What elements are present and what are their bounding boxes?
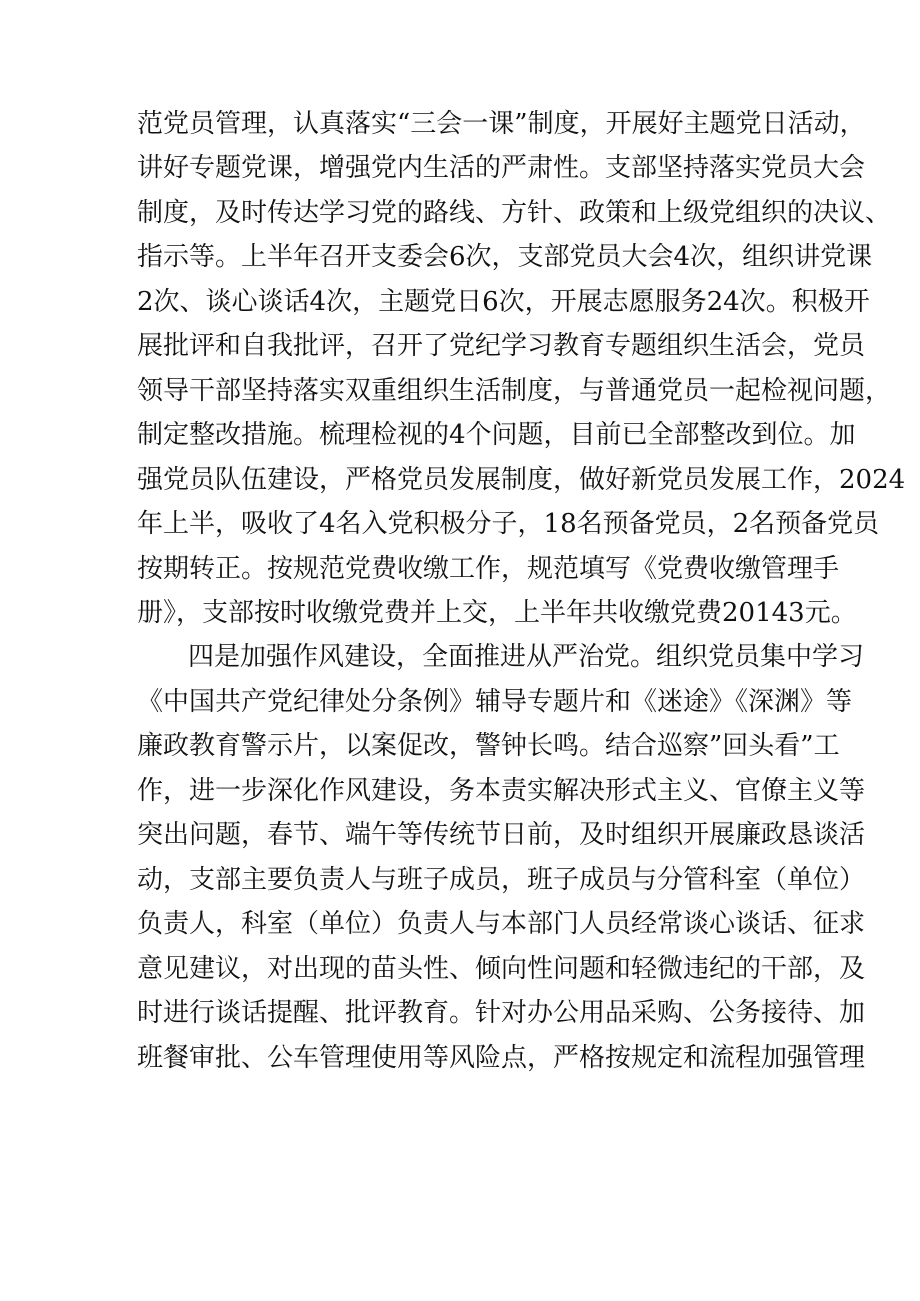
text-line: 制定整改措施。梳理检视的4个问题，目前已全部整改到位。加	[137, 420, 856, 451]
text-line: 强党员队伍建设，严格党员发展制度，做好新党员发展工作，2024	[137, 464, 906, 495]
text-line: 《中国共产党纪律处分条例》辅导专题片和《迷途》《深渊》等	[137, 686, 853, 717]
text-line: 廉政教育警示片，以案促改，警钟长鸣。结合巡察”回头看”工	[137, 731, 840, 762]
text-line: 作，进一步深化作风建设，务本责实解决形式主义、官僚主义等	[137, 775, 866, 806]
text-line: 动，支部主要负责人与班子成员，班子成员与分管科室（单位）	[137, 864, 866, 895]
text-line: 四是加强作风建设，全面推进从严治党。组织党员集中学习	[188, 642, 865, 673]
text-line: 班餐审批、公车管理使用等风险点，严格按规定和流程加强管理	[137, 1042, 866, 1073]
text-line: 展批评和自我批评，召开了党纪学习教育专题组织生活会，党员	[137, 331, 866, 362]
text-line: 时进行谈话提醒、批评教育。针对办公用品采购、公务接待、加	[137, 998, 866, 1028]
text-line: 领导干部坚持落实双重组织生活制度，与普通党员一起检视问题，	[137, 375, 892, 406]
text-line: 讲好专题党课，增强党内生活的严肃性。支部坚持落实党员大会	[137, 153, 866, 184]
text-line: 负责人，科室（单位）负责人与本部门人员经常谈心谈话、征求	[137, 909, 866, 940]
text-line: 2次、谈心谈话4次，主题党日6次，开展志愿服务24次。积极开	[137, 286, 870, 317]
text-line: 范党员管理，认真落实“三会一课”制度，开展好主题党日活动，	[137, 109, 866, 139]
text-line: 突出问题，春节、端午等传统节日前，及时组织开展廉政恳谈活	[137, 820, 866, 851]
text-line: 年上半，吸收了4名入党积极分子，18名预备党员，2名预备党员	[137, 509, 880, 540]
text-line: 意见建议，对出现的苗头性、倾向性问题和轻微违纪的干部，及	[137, 953, 866, 984]
text-line: 按期转正。按规范党费收缴工作，规范填写《党费收缴管理手	[137, 553, 840, 584]
text-line: 册》，支部按时收缴党费并上交，上半年共收缴党费20143元。	[137, 598, 857, 628]
text-line: 制度，及时传达学习党的路线、方针、政策和上级党组织的决议、	[137, 197, 892, 228]
text-line: 指示等。上半年召开支委会6次，支部党员大会4次，组织讲党课	[137, 242, 873, 273]
